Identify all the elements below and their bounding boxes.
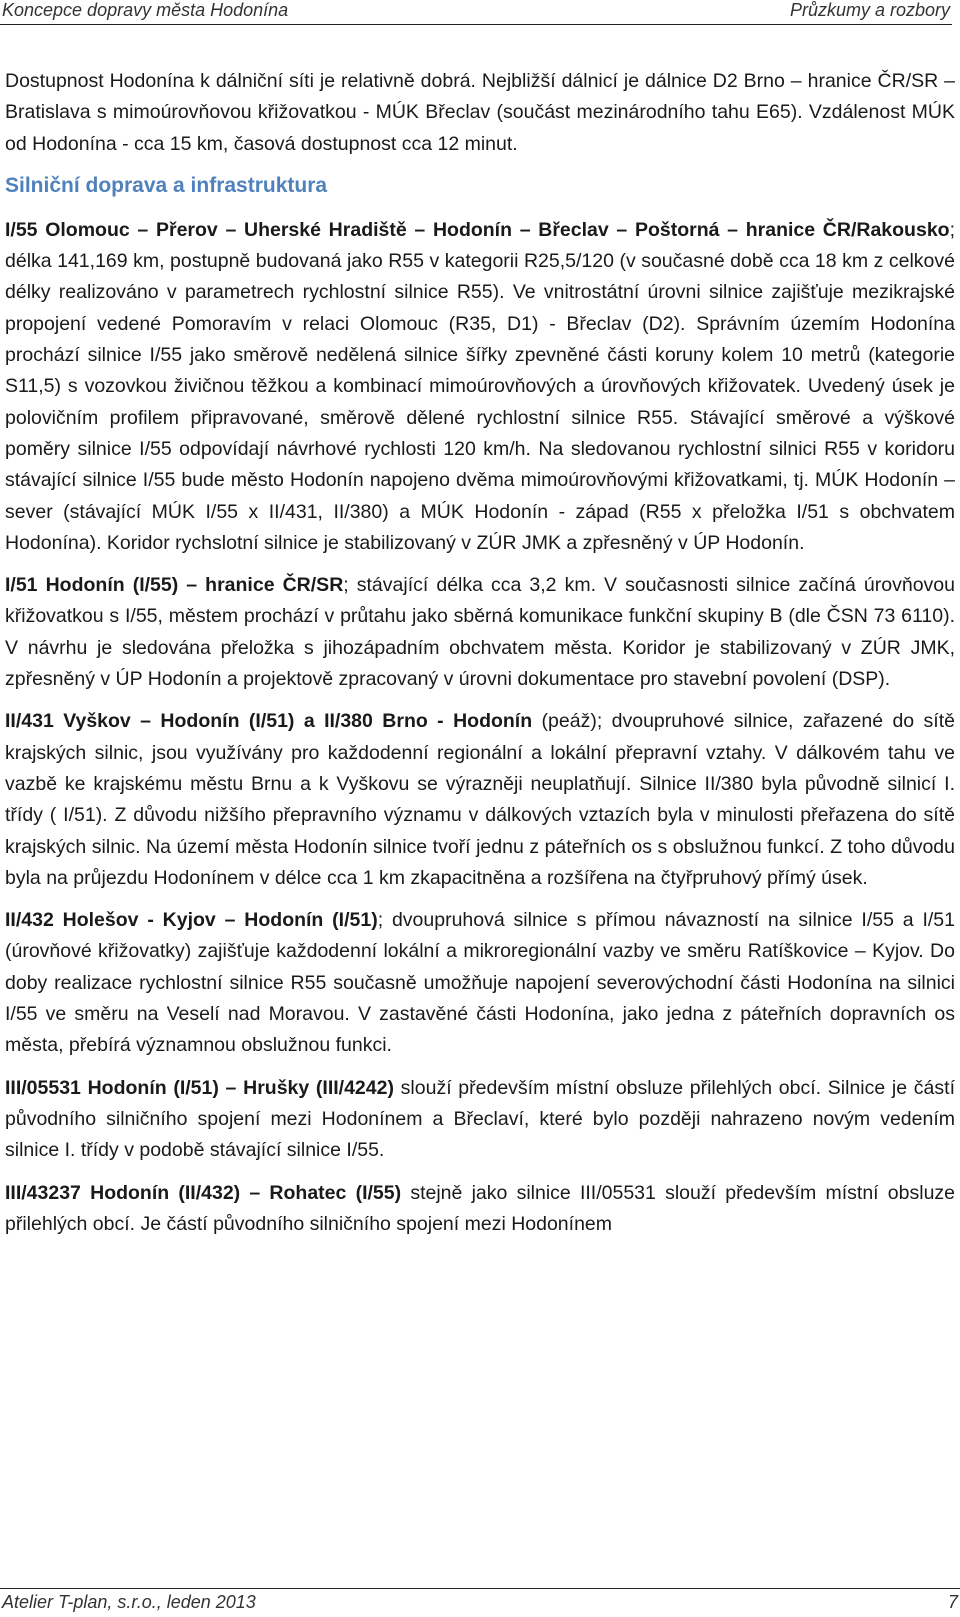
road-title: II/432 Holešov - Kyjov – Hodonín (I/51) [5, 909, 378, 932]
road-title: III/43237 Hodonín (II/432) – Rohatec (I/55) [5, 1181, 402, 1204]
road-description: (peáž); dvoupruhové silnice, zařazené do sítě krajských silnic, jsou využívány pro každodenní regionální a lokální přepravní vztahy. V dálkovém tahu ve vazbě ke krajskému městu Brnu a k Vyškovu se výrazněji neuplatňují. Silnice II/380 byla původně silnicí I. třídy ( I/51). Z důvodu nižšího přepravního významu v dálkových vztazích byla v minulosti přeřazena do sítě krajských silnic. Na území města Hodonín silnice tvoří jednu z páteřních os s obslužnou funkcí. Z toho důvodu byla na průjezdu Hodonínem v délce cca 1 km zkapacitněna a rozšířena na čtyřpruhový přímý úsek. [5, 710, 955, 889]
road-title: II/431 Vyškov – Hodonín (I/51) a II/380 Brno - Hodonín [5, 710, 533, 733]
page-footer [0, 1588, 960, 1613]
road-title: III/05531 Hodonín (I/51) – Hrušky (III/4242) [5, 1076, 394, 1099]
intro-paragraph: Dostupnost Hodonína k dálniční síti je relativně dobrá. Nejbližší dálnicí je dálnice D2 Brno – hranice ČR/SR – Bratislava s mimoúrovňovou křižovatkou - MÚK Břeclav (součást mezinárodního tahu E65). Vzdálenost MÚK od Hodonína - cca 15 km, časová dostupnost cca 12 minut. [5, 70, 955, 155]
road-paragraph-ii431 [5, 706, 955, 894]
document-body [5, 66, 955, 1240]
footer-author-date: Atelier T-plan, s.r.o., leden 2013 [2, 1592, 256, 1612]
road-paragraph-ii432 [5, 905, 955, 1061]
road-paragraph-iii05531 [5, 1073, 955, 1167]
road-description: slouží především místní obsluze přilehlých obcí. Silnice je částí původního silničního spojení mezi Hodonínem a Břeclaví, které bylo později nahrazeno novým vedením silnice I. třídy v podobě stávající silnice I/55. [5, 1076, 955, 1162]
section-heading: Silniční doprava a infrastruktura [5, 173, 328, 197]
road-description: stejně jako silnice III/05531 slouží především místní obsluze přilehlých obcí. Je částí původního silničního spojení mezi Hodonínem [5, 1181, 956, 1235]
road-title: I/51 Hodonín (I/55) – hranice ČR/SR [5, 574, 344, 597]
header-chapter-title: Průzkumy a rozbory [789, 0, 950, 20]
road-paragraph-i51 [5, 570, 955, 695]
road-description: ; délka 141,169 km, postupně budovaná jako R55 v kategorii R25,5/120 (v současné době cca 18 km z celkové délky realizováno v parametrech rychlostní silnice R55). Ve vnitrostátní úrovni silnice zajišťuje mezikrajské propojení vedené Pomoravím v relaci Olomouc (R35, D1) - Břeclav (D2). Správním územím Hodonína prochází silnice I/55 jako směrově nedělená silnice šířky zpevněné části koruny kolem 10 metrů (kategorie S11,5) s vozovkou živičnou těžkou a kombinací mimoúrovňových a úrovňových křižovatek. Uvedený úsek je polovičním profilem připravované, směrově dělené rychlostní silnice R55. Stávající směrové a výškové poměry silnice I/55 odpovídají návrhové rychlosti 120 km/h. Na sledovanou rychlostní silnici R55 v koridoru stávající silnice I/55 bude město Hodonín napojeno dvěma mimoúrovňovými křižovatkami, tj. MÚK Hodonín – sever (stávající MÚK I/55 x II/431, II/380) a MÚK Hodonín - západ (R55 x přeložka I/51 s obchvatem Hodonína). Koridor rychslotní silnice je stabilizovaný v ZÚR JMK a zpřesněný v ÚP Hodonín. [5, 218, 955, 554]
road-description: ; dvoupruhová silnice s přímou návazností na silnice I/55 a I/51 (úrovňové křižovatky) zajišťuje každodenní lokální a mikroregionální vazby ve směru Ratíškovice – Kyjov. Do doby realizace rychlostní silnice R55 současně umožňuje napojení severovýchodní části Hodonína na silnici I/55 ve směru na Veselí nad Moravou. V zastavěné části Hodonína, jako jedna z páteřních dopravních os města, přebírá významnou obslužnou funkci. [5, 909, 955, 1057]
header-document-title: Koncepce dopravy města Hodonína [2, 0, 289, 20]
road-title: I/55 Olomouc – Přerov – Uherské Hradiště – Hodonín – Břeclav – Poštorná – hranice ČR/Rakousko [5, 218, 950, 241]
road-paragraph-i55 [5, 215, 955, 559]
road-paragraph-iii43237 [5, 1178, 955, 1241]
page-number: 7 [947, 1592, 958, 1612]
road-description: ; stávající délka cca 3,2 km. V současnosti silnice začíná úrovňovou křižovatkou s I/55, městem prochází v průtahu jako sběrná komunikace funkční skupiny B (dle ČSN 73 6110). V návrhu je sledována přeložka s jihozápadním obchvatem města. Koridor je stabilizovaný v ZÚR JMK, zpřesněný v ÚP Hodonín a projektově zpracovaný v úrovni dokumentace pro stavební povolení (DSP). [5, 574, 955, 691]
page-header [0, 0, 952, 25]
